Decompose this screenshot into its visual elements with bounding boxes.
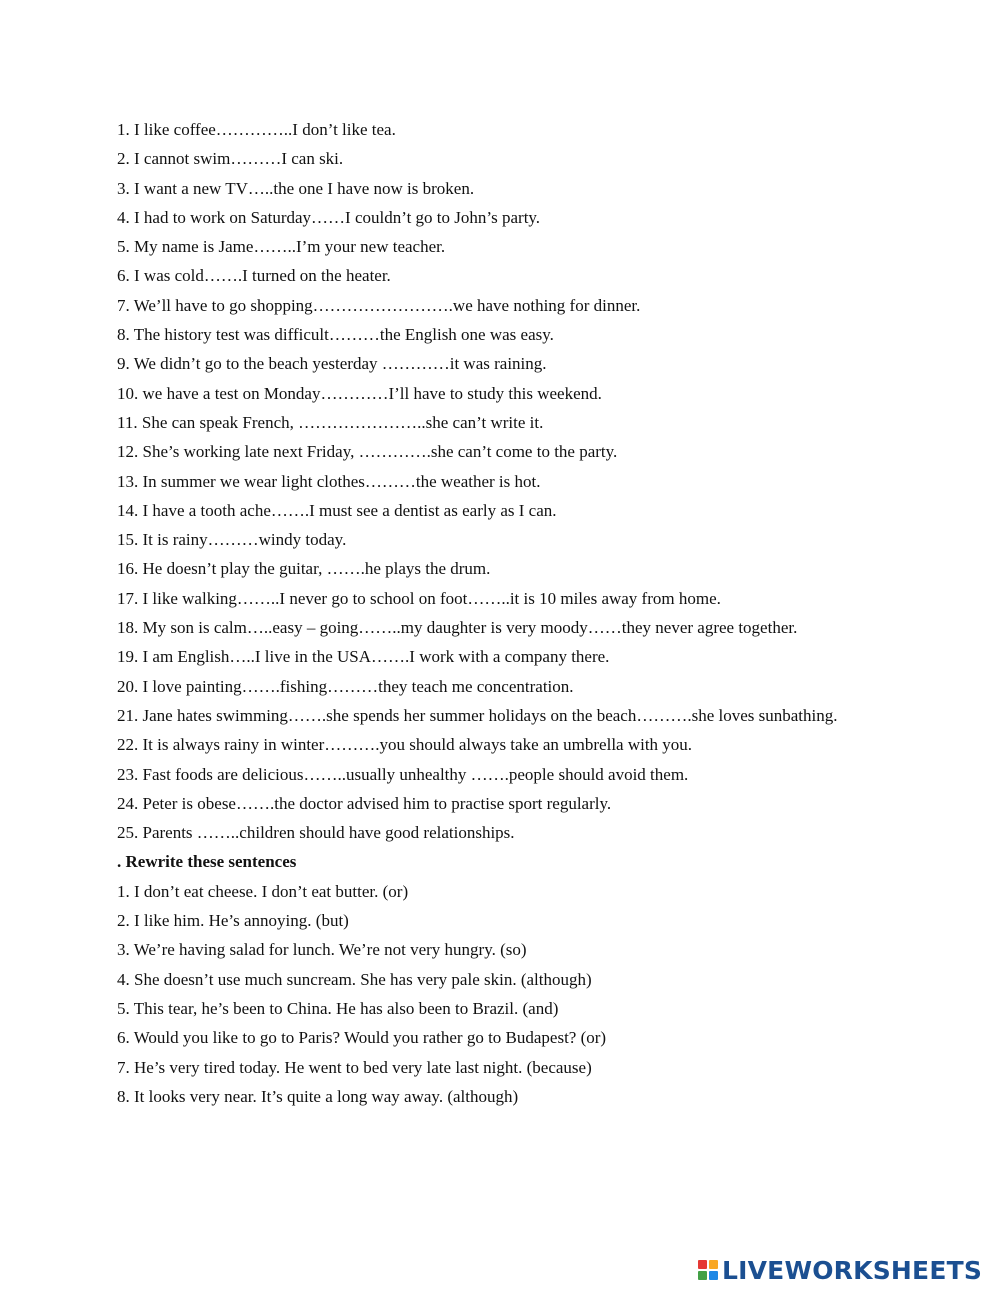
exercise-line-13: 13. In summer we wear light clothes………the weather is hot. (117, 471, 541, 491)
rewrite-line-7: 7. He’s very tired today. He went to bed very late last night. (because) (117, 1057, 592, 1077)
exercise-line-4: 4. I had to work on Saturday……I couldn’t go to John’s party. (117, 207, 541, 227)
logo-text: LIVEWORKSHEETS (722, 1255, 983, 1285)
exercise-line-11: 11. She can speak French, …………………..she can’t write it. (117, 412, 544, 432)
exercise-line-6: 6. I was cold…….I turned on the heater. (117, 266, 391, 286)
exercise-line-2: 2. I cannot swim………I can ski. (117, 149, 344, 169)
logo-block (709, 1260, 718, 1269)
rewrite-line-1: 1. I don’t eat cheese. I don’t eat butter. (or) (117, 881, 409, 901)
worksheet (117, 115, 877, 1111)
exercise-line-12: 12. She’s working late next Friday, ………….she can’t come to the party. (117, 442, 618, 462)
exercise-line-23: 23. Fast foods are delicious……..usually unhealthy …….people should avoid them. (117, 764, 689, 784)
exercise-line-15: 15. It is rainy………windy today. (117, 530, 347, 550)
liveworksheets-logo (698, 1253, 982, 1287)
exercise-line-8: 8. The history test was difficult………the English one was easy. (117, 325, 554, 345)
rewrite-line-3: 3. We’re having salad for lunch. We’re not very hungry. (so) (117, 940, 527, 960)
exercise-line-17: 17. I like walking……..I never go to school on foot……..it is 10 miles away from home. (117, 588, 721, 608)
exercise-line-9: 9. We didn’t go to the beach yesterday …………it was raining. (117, 354, 547, 374)
exercise-line-3: 3. I want a new TV…..the one I have now is broken. (117, 178, 475, 198)
exercise-line-1: 1. I like coffee…………..I don’t like tea. (117, 120, 396, 139)
exercise-line-14: 14. I have a tooth ache…….I must see a dentist as early as I can. (117, 500, 557, 520)
rewrite-line-4: 4. She doesn’t use much suncream. She has very pale skin. (although) (117, 969, 592, 989)
exercise-line-20: 20. I love painting…….fishing………they teach me concentration. (117, 676, 574, 696)
logo-block (698, 1260, 707, 1269)
logo-blocks-icon (698, 1260, 718, 1280)
exercise-line-19: 19. I am English…..I live in the USA…….I work with a company there. (117, 647, 610, 667)
exercise-line-16: 16. He doesn’t play the guitar, …….he plays the drum. (117, 559, 491, 579)
exercise-line-5: 5. My name is Jame……..I’m your new teacher. (117, 237, 446, 257)
exercise-line-24: 24. Peter is obese…….the doctor advised him to practise sport regularly. (117, 793, 612, 813)
section-heading: . Rewrite these sentences (117, 852, 297, 872)
rewrite-line-5: 5. This tear, he’s been to China. He has also been to Brazil. (and) (117, 998, 559, 1018)
rewrite-line-6: 6. Would you like to go to Paris? Would you rather go to Budapest? (or) (117, 1028, 607, 1048)
exercise-line-25: 25. Parents ……..children should have good relationships. (117, 823, 515, 843)
exercise-line-21: 21. Jane hates swimming…….she spends her summer holidays on the beach……….she loves sunbathing. (117, 705, 838, 725)
rewrite-line-8: 8. It looks very near. It’s quite a long way away. (although) (117, 1086, 519, 1106)
rewrite-line-2: 2. I like him. He’s annoying. (but) (117, 911, 349, 931)
logo-block (709, 1271, 718, 1280)
exercise-line-22: 22. It is always rainy in winter……….you should always take an umbrella with you. (117, 735, 693, 755)
logo-block (698, 1271, 707, 1280)
exercise-line-7: 7. We’ll have to go shopping…………………….we have nothing for dinner. (117, 295, 641, 315)
exercise-line-10: 10. we have a test on Monday…………I’ll have to study this weekend. (117, 383, 602, 403)
exercise-line-18: 18. My son is calm…..easy – going……..my daughter is very moody……they never agree together. (117, 618, 798, 638)
